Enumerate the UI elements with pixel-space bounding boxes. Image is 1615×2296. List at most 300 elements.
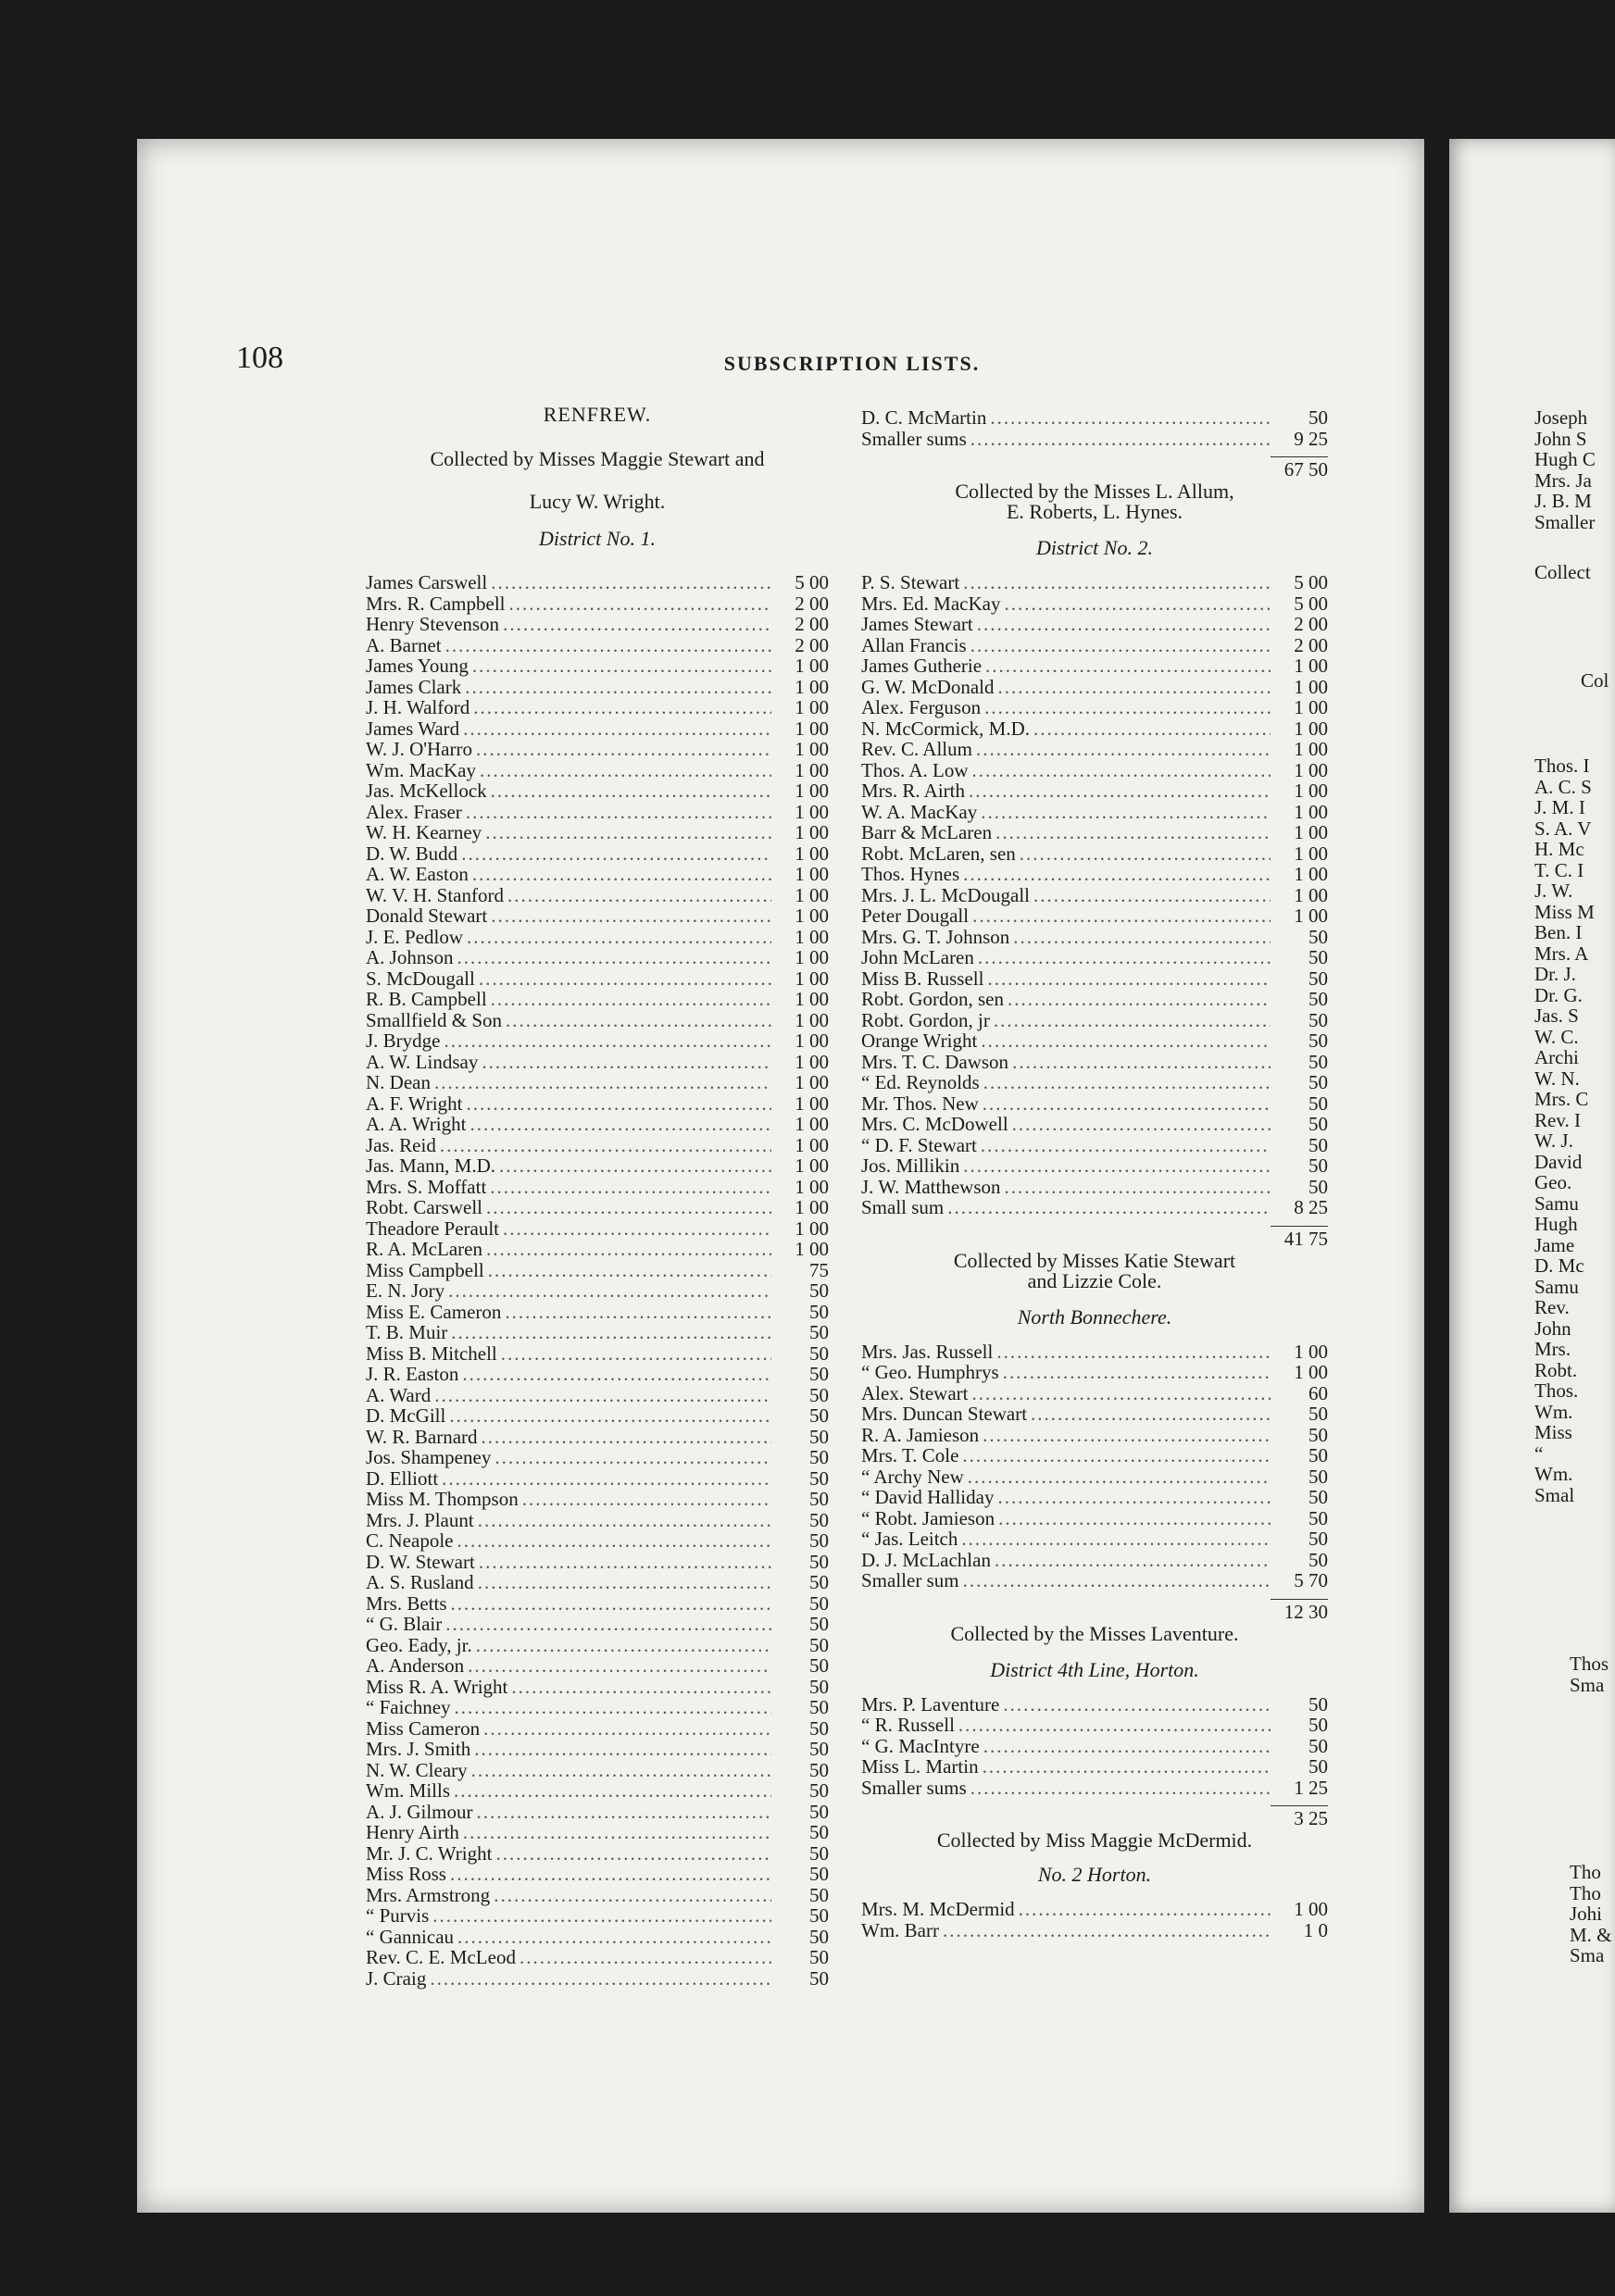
- leader-dots: [485, 822, 771, 843]
- district-heading: District No. 1.: [539, 527, 656, 550]
- leader-dots: [463, 718, 771, 740]
- leader-dots: [442, 1468, 771, 1490]
- facing-line: Sma: [1570, 1673, 1605, 1696]
- subscriber-row: [366, 1802, 829, 1823]
- subscriber-name: Mrs. T. Cole: [861, 1444, 959, 1466]
- amount: 50: [1308, 1734, 1328, 1757]
- amount: 1 00: [1294, 780, 1328, 802]
- amount: 50: [809, 1341, 829, 1365]
- subscriber-row: [366, 1572, 829, 1593]
- amount: 50: [1308, 1528, 1328, 1550]
- subscriber-name: Miss M. Thompson: [366, 1488, 519, 1510]
- amount: 50: [809, 1279, 829, 1302]
- subscriber-row: [861, 1715, 1328, 1736]
- subscriber-row: [861, 1899, 1328, 1920]
- leader-dots: [1004, 593, 1271, 615]
- amount: 1 00: [795, 863, 829, 885]
- amount: 1 00: [1294, 696, 1328, 718]
- subscriber-name: J. H. Walford: [366, 696, 470, 718]
- facing-line: M. &: [1570, 1923, 1612, 1946]
- total: 3 25: [1294, 1807, 1328, 1829]
- leader-dots: [984, 697, 1271, 718]
- amount: 50: [809, 1800, 829, 1823]
- facing-line: W. N.: [1534, 1067, 1580, 1090]
- subscriber-name: Smaller sum: [861, 1569, 959, 1591]
- leader-dots: [1033, 885, 1271, 906]
- subscriber-row: [861, 697, 1328, 718]
- leader-dots: [465, 677, 771, 698]
- subscriber-name: J. W. Matthewson: [861, 1175, 1001, 1198]
- amount: 50: [809, 1613, 829, 1635]
- amount: 50: [1308, 406, 1328, 429]
- amount: 50: [1308, 1444, 1328, 1466]
- subscriber-row: [366, 1635, 829, 1656]
- subscriber-name: D. Elliott: [366, 1466, 439, 1490]
- subscriber-name: “ Robt. Jamieson: [861, 1506, 995, 1529]
- subscriber-row: [366, 1927, 829, 1948]
- facing-heading: Col: [1581, 668, 1609, 692]
- subscriber-name: Miss Cameron: [366, 1716, 481, 1740]
- amount: 2 00: [1294, 613, 1328, 635]
- amount: 5 70: [1294, 1569, 1328, 1591]
- amount: 50: [1308, 1133, 1328, 1156]
- leader-dots: [963, 1155, 1271, 1177]
- subscriber-list: [861, 407, 1328, 449]
- leader-dots: [970, 1778, 1271, 1799]
- subscriber-name: A. W. Easton: [366, 863, 469, 885]
- subscriber-name: W. R. Barnard: [366, 1425, 478, 1448]
- subscriber-name: Robt. Gordon, sen: [861, 988, 1004, 1010]
- leader-dots: [990, 407, 1271, 429]
- leader-dots: [478, 1510, 771, 1531]
- leader-dots: [461, 843, 771, 865]
- collected-by: Collected by the Misses Laventure.: [950, 1621, 1239, 1645]
- amount: 2 00: [795, 592, 829, 615]
- subscriber-name: W. J. O'Harro: [366, 738, 472, 760]
- leader-dots: [996, 1341, 1271, 1363]
- facing-line: Dr. G.: [1534, 983, 1583, 1006]
- amount: 50: [1308, 1029, 1328, 1052]
- amount: 50: [809, 1904, 829, 1927]
- leader-dots: [1012, 1114, 1271, 1135]
- amount: 50: [809, 1404, 829, 1427]
- leader-dots: [457, 1530, 771, 1552]
- subscriber-row: [366, 1552, 829, 1573]
- subscriber-row: [366, 1697, 829, 1718]
- amount: 1 00: [795, 1113, 829, 1135]
- leader-dots: [474, 1739, 771, 1760]
- leader-dots: [962, 1445, 1271, 1466]
- amount: 50: [809, 1925, 829, 1948]
- amount: 60: [1308, 1381, 1328, 1404]
- subscriber-list: [861, 1694, 1328, 1799]
- subscriber-row: [366, 1322, 829, 1343]
- leader-dots: [476, 739, 771, 760]
- amount: 2 00: [795, 613, 829, 635]
- subscriber-row: [861, 1570, 1328, 1591]
- subscriber-name: A. A. Wright: [366, 1113, 467, 1135]
- leader-dots: [981, 1030, 1271, 1052]
- facing-line: Sma: [1570, 1944, 1605, 1966]
- amount: 9 25: [1294, 427, 1328, 450]
- leader-dots: [448, 1280, 771, 1302]
- subscriber-name: Jos. Shampeney: [366, 1446, 492, 1468]
- amount: 50: [809, 1966, 829, 1990]
- subscriber-row: [861, 947, 1328, 968]
- subscriber-name: D. W. Budd: [366, 842, 458, 865]
- facing-line: Jame: [1534, 1233, 1575, 1256]
- amount: 50: [809, 1758, 829, 1781]
- subscriber-name: James Clark: [366, 675, 462, 698]
- facing-line: John: [1534, 1316, 1571, 1340]
- leader-dots: [520, 1947, 771, 1968]
- subscriber-row: [366, 1947, 829, 1968]
- subscriber-row: [366, 1072, 829, 1093]
- amount: 1 00: [795, 780, 829, 802]
- amount: 50: [809, 1821, 829, 1843]
- subscriber-row: [366, 1197, 829, 1218]
- amount: 50: [1308, 1113, 1328, 1135]
- subscriber-name: Robt. Carswell: [366, 1196, 482, 1218]
- total: 41 75: [1283, 1227, 1328, 1250]
- subscriber-name: “ Purvis: [366, 1904, 430, 1927]
- facing-line: “: [1534, 1441, 1544, 1465]
- subscriber-row: [861, 1114, 1328, 1135]
- amount: 1 00: [1294, 1898, 1328, 1920]
- subscriber-row: [366, 1135, 829, 1156]
- subscriber-row: [861, 739, 1328, 760]
- subscriber-row: [861, 1177, 1328, 1198]
- leader-dots: [476, 1635, 771, 1656]
- amount: 1 00: [1294, 738, 1328, 760]
- amount: 50: [809, 1675, 829, 1698]
- subscriber-row: [861, 864, 1328, 885]
- subscriber-name: A. Ward: [366, 1383, 432, 1406]
- subscriber-row: [366, 1885, 829, 1906]
- subscriber-row: [366, 780, 829, 802]
- amount: 1 00: [795, 905, 829, 927]
- subscriber-name: Wm. Barr: [861, 1918, 939, 1941]
- subscriber-row: [861, 822, 1328, 843]
- subscriber-row: [861, 885, 1328, 906]
- subscriber-row: [861, 1030, 1328, 1052]
- amount: 1 00: [1294, 758, 1328, 781]
- subscriber-name: Robt. McLaren, sen: [861, 842, 1016, 865]
- facing-page-text: [1534, 407, 1615, 1966]
- subscriber-name: Alex. Ferguson: [861, 696, 982, 718]
- collected-by-cont: E. Roberts, L. Hynes.: [1006, 500, 1183, 523]
- subscriber-name: W. V. H. Stanford: [366, 883, 504, 906]
- amount: 50: [809, 1321, 829, 1343]
- collected-by-cont: and Lizzie Cole.: [1027, 1268, 1162, 1292]
- amount: 1 00: [795, 738, 829, 760]
- leader-dots: [455, 1697, 771, 1718]
- subscriber-row: [366, 1510, 829, 1531]
- subscriber-name: James Stewart: [861, 613, 973, 635]
- subscriber-name: Miss Ross: [366, 1863, 446, 1885]
- subscriber-name: James Gutherie: [861, 655, 983, 677]
- subscriber-name: Smaller sums: [861, 1776, 967, 1799]
- facing-line: Hugh: [1534, 1213, 1578, 1235]
- subscriber-row: [366, 1218, 829, 1240]
- subscriber-row: [366, 677, 829, 698]
- amount: 5 00: [1294, 571, 1328, 593]
- subscriber-name: Mrs. Betts: [366, 1591, 447, 1615]
- leader-dots: [457, 947, 771, 968]
- subscriber-row: [366, 1489, 829, 1510]
- amount: 50: [1308, 1175, 1328, 1198]
- subscriber-row: [366, 947, 829, 968]
- subscriber-row: [861, 1362, 1328, 1383]
- subscriber-row: [861, 1487, 1328, 1508]
- subscriber-name: James Ward: [366, 717, 460, 740]
- subscriber-name: Geo. Eady, jr.: [366, 1633, 472, 1656]
- subscriber-name: “ David Halliday: [861, 1486, 995, 1508]
- leader-dots: [970, 635, 1271, 656]
- leader-dots: [983, 1756, 1271, 1778]
- amount: 1 00: [1294, 1340, 1328, 1363]
- facing-line: A. C. S: [1534, 775, 1592, 798]
- subscriber-row: [366, 1864, 829, 1885]
- subscriber-row: [366, 760, 829, 781]
- subscriber-name: D. McGill: [366, 1404, 446, 1427]
- leader-dots: [440, 1135, 771, 1156]
- leader-dots: [976, 739, 1271, 760]
- leader-dots: [480, 760, 771, 781]
- subscriber-list: [861, 1341, 1328, 1591]
- amount: 1 00: [1294, 905, 1328, 927]
- leader-dots: [482, 1427, 771, 1448]
- leader-dots: [972, 760, 1271, 781]
- subscriber-row: [366, 1280, 829, 1302]
- amount: 50: [809, 1425, 829, 1448]
- subscriber-row: [861, 1093, 1328, 1115]
- amount: 50: [1308, 1755, 1328, 1778]
- subscriber-name: “ Ed. Reynolds: [861, 1071, 980, 1093]
- subscriber-name: Robt. Gordon, jr: [861, 1008, 990, 1031]
- subscriber-name: S. McDougall: [366, 967, 475, 990]
- subscriber-row: [366, 885, 829, 906]
- subscriber-name: Mrs. J. L. McDougall: [861, 883, 1030, 906]
- subscriber-name: Henry Stevenson: [366, 613, 500, 635]
- subscriber-row: [366, 1614, 829, 1635]
- leader-dots: [491, 989, 771, 1010]
- leader-dots: [983, 1072, 1271, 1093]
- leader-dots: [981, 1135, 1271, 1156]
- subscriber-name: “ G. Blair: [366, 1613, 443, 1635]
- amount: 50: [1308, 967, 1328, 990]
- subscriber-row: [366, 1739, 829, 1760]
- subscriber-name: P. S. Stewart: [861, 571, 960, 593]
- leader-dots: [430, 1968, 771, 1990]
- amount: 1 00: [795, 883, 829, 906]
- leader-dots: [971, 1383, 1271, 1404]
- subscriber-name: Small sum: [861, 1196, 945, 1218]
- subscriber-row: [366, 968, 829, 990]
- amount: 1 00: [795, 758, 829, 781]
- amount: 1 00: [1294, 863, 1328, 885]
- subscriber-name: “ D. F. Stewart: [861, 1133, 977, 1156]
- subscriber-name: “ Gannicau: [366, 1925, 455, 1948]
- subscriber-row: [861, 1778, 1328, 1799]
- subscriber-name: Jos. Millikin: [861, 1154, 960, 1177]
- subscriber-row: [861, 1529, 1328, 1550]
- total: 12 30: [1283, 1600, 1328, 1623]
- amount: 50: [1308, 925, 1328, 948]
- leader-dots: [958, 1715, 1271, 1736]
- amount: 50: [809, 1571, 829, 1593]
- subscriber-name: “ Archy New: [861, 1465, 964, 1488]
- subscriber-row: [366, 1260, 829, 1281]
- leader-dots: [972, 905, 1271, 927]
- subscriber-name: James Young: [366, 655, 469, 677]
- subscriber-name: Mrs. P. Laventure: [861, 1692, 1000, 1716]
- subscriber-name: “ R. Russell: [861, 1714, 955, 1736]
- facing-heading: Collect: [1534, 561, 1591, 583]
- leader-dots: [503, 614, 771, 635]
- facing-line: Hugh C: [1534, 448, 1596, 470]
- leader-dots: [1019, 1899, 1271, 1920]
- subscriber-name: Theadore Perault: [366, 1217, 500, 1240]
- subscriber-name: Alex. Stewart: [861, 1381, 969, 1404]
- leader-dots: [486, 1197, 771, 1218]
- subscriber-name: J. R. Easton: [366, 1363, 459, 1385]
- facing-line: Rev. I: [1534, 1108, 1581, 1131]
- subscriber-name: W. A. MacKay: [861, 800, 978, 823]
- subscriber-row: [366, 1822, 829, 1843]
- subscriber-row: [366, 1530, 829, 1552]
- leader-dots: [970, 429, 1271, 450]
- amount: 50: [809, 1633, 829, 1656]
- subscriber-name: Thos. A. Low: [861, 758, 969, 781]
- leader-dots: [963, 1570, 1271, 1591]
- amount: 1 00: [795, 821, 829, 843]
- facing-line: Tho: [1570, 1881, 1601, 1904]
- subscriber-row: [861, 927, 1328, 948]
- district-heading: District No. 2.: [1036, 536, 1153, 559]
- amount: 50: [809, 1863, 829, 1885]
- subscriber-row: [861, 429, 1328, 450]
- amount: 50: [809, 1383, 829, 1406]
- amount: 50: [809, 1466, 829, 1490]
- facing-line: J. M. I: [1534, 796, 1585, 818]
- subscriber-name: N. McCormick, M.D.: [861, 717, 1030, 740]
- subscriber-row: [366, 1447, 829, 1468]
- facing-line: Wm.: [1534, 1463, 1573, 1485]
- facing-line: S. A. V: [1534, 817, 1592, 840]
- facing-line: Mrs. Ja: [1534, 468, 1592, 492]
- subscriber-name: A. S. Rusland: [366, 1571, 474, 1593]
- subscriber-name: Wm. Mills: [366, 1779, 451, 1802]
- district-heading: No. 2 Horton.: [1037, 1863, 1152, 1886]
- facing-line: Miss: [1534, 1421, 1572, 1443]
- amount: 50: [1308, 988, 1328, 1010]
- subscriber-row: [366, 1780, 829, 1802]
- amount: 50: [809, 1716, 829, 1740]
- facing-line: Johi: [1570, 1903, 1603, 1925]
- subscriber-name: R. B. Campbell: [366, 988, 487, 1010]
- leader-dots: [994, 1010, 1271, 1031]
- facing-list: [1534, 407, 1615, 532]
- amount: 50: [809, 1508, 829, 1531]
- subscriber-row: [366, 802, 829, 823]
- subscriber-name: “ Geo. Humphrys: [861, 1361, 999, 1383]
- leader-dots: [505, 1302, 771, 1323]
- left-column: [366, 396, 829, 1989]
- amount: 1 00: [1294, 675, 1328, 698]
- subscriber-row: [366, 739, 829, 760]
- leader-dots: [468, 1655, 771, 1677]
- subscriber-row: [861, 843, 1328, 865]
- subscriber-name: Miss B. Russell: [861, 967, 984, 990]
- leader-dots: [983, 1425, 1271, 1446]
- subscriber-row: [366, 593, 829, 615]
- subscriber-row: [861, 802, 1328, 823]
- subscriber-row: [366, 1010, 829, 1031]
- subscriber-name: A. J. Gilmour: [366, 1800, 473, 1823]
- subscriber-name: Miss R. A. Wright: [366, 1675, 508, 1698]
- subscriber-row: [366, 927, 829, 948]
- subscriber-row: [366, 1655, 829, 1677]
- subscriber-name: N. Dean: [366, 1071, 431, 1093]
- subscriber-name: Miss L. Martin: [861, 1755, 979, 1778]
- district-heading: North Bonnechere.: [1017, 1304, 1172, 1329]
- amount: 50: [1308, 1403, 1328, 1425]
- leader-dots: [469, 1114, 771, 1135]
- subscriber-row: [861, 1466, 1328, 1488]
- subscriber-name: G. W. McDonald: [861, 675, 995, 698]
- subscriber-row: [366, 1385, 829, 1406]
- leader-dots: [1020, 843, 1271, 865]
- amount: 1 0: [1303, 1918, 1328, 1941]
- leader-dots: [491, 905, 771, 927]
- amount: 50: [809, 1738, 829, 1760]
- subscriber-name: Mrs. M. McDermid: [861, 1898, 1015, 1920]
- subscriber-name: Rev. C. Allum: [861, 738, 972, 760]
- facing-line: Smal: [1534, 1483, 1575, 1506]
- subscriber-name: John McLaren: [861, 946, 974, 968]
- subscriber-name: Wm. MacKay: [366, 758, 476, 781]
- amount: 1 00: [795, 1029, 829, 1052]
- subscriber-name: Alex. Fraser: [366, 800, 462, 823]
- subscriber-name: Jas. Reid: [366, 1133, 436, 1156]
- subscriber-row: [366, 1468, 829, 1490]
- subscriber-row: [861, 1756, 1328, 1778]
- leader-dots: [495, 1843, 771, 1865]
- leader-dots: [451, 1322, 771, 1343]
- leader-dots: [478, 1572, 771, 1593]
- subscriber-name: A. Anderson: [366, 1654, 465, 1677]
- subscriber-row: [366, 905, 829, 927]
- subscriber-row: [366, 718, 829, 740]
- leader-dots: [985, 655, 1271, 677]
- subscriber-row: [861, 1508, 1328, 1529]
- leader-dots: [522, 1489, 771, 1510]
- facing-line: T. C. I: [1534, 858, 1584, 881]
- subscriber-name: Miss B. Mitchell: [366, 1341, 497, 1365]
- facing-line: Thos. I: [1534, 755, 1590, 777]
- subscriber-row: [366, 1677, 829, 1698]
- leader-dots: [997, 1487, 1271, 1508]
- subscriber-name: Mrs. R. Campbell: [366, 592, 506, 615]
- subscriber-row: [861, 572, 1328, 593]
- facing-line: H. Mc: [1534, 838, 1584, 860]
- subscriber-name: R. A. McLaren: [366, 1238, 482, 1260]
- subscriber-name: James Carswell: [366, 571, 488, 593]
- leader-dots: [1005, 1177, 1271, 1198]
- amount: 1 00: [795, 925, 829, 948]
- subscriber-name: Mrs. R. Airth: [861, 780, 966, 802]
